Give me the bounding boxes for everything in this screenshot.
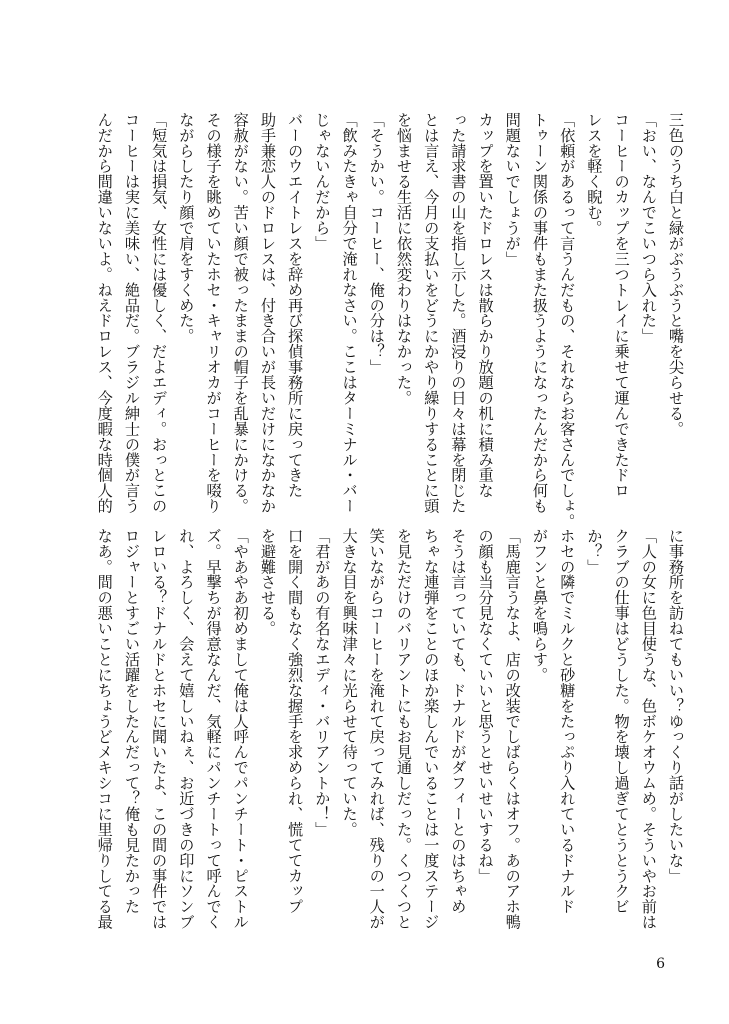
text-line: トゥーン関係の事件もまた扱うようになったんだから何も (530, 112, 549, 514)
text-line: か？」 (585, 528, 604, 575)
text-line: がフンと鼻を鳴らす。 (530, 528, 549, 683)
text-line: った請求書の山を指し示した。酒浸りの日々は幕を閉じた (449, 112, 468, 514)
text-line: を悩ませる生活に依然変わりはなかった。 (394, 112, 413, 406)
text-line: なあ。間の悪いことにちょうどメキシコに里帰りしてる最 (95, 528, 114, 930)
text-line: そうは言っていても、ドナルドがダフィーとのはちゃめ (449, 528, 468, 915)
text-line: 笑いながらコーヒーを淹れて戻ってみれば、残りの一人が (367, 528, 386, 930)
text-line: レスを軽く睨む。 (585, 112, 604, 236)
text-line: を見ただけのバリアントにもお見通しだった。くつくつと (394, 528, 413, 930)
text-line: 「人の女に色目使うな、色ボケオウムめ。そういやお前は (639, 528, 658, 930)
text-line: れ、よろしく、会えて嬉しいねぇ、お近づきの印にソンブ (177, 528, 196, 930)
lower-text-block (49, 528, 689, 948)
text-line: 「飲みたきゃ自分で淹れなさい。ここはターミナル・バー (340, 112, 359, 514)
text-line: 「短気は損気、女性には優しく、だよエディ。おっとこの (150, 112, 169, 514)
text-line: に事務所を訪ねてもいい？ゆっくり話がしたいな」 (667, 528, 685, 884)
text-line: 「依頼があるって言うんだもの、それならお客さんでしょ。 (558, 112, 577, 530)
text-line: 「馬鹿言うなよ、店の改装でしばらくはオフ。あのアホ鴨 (503, 528, 522, 930)
text-line: 「やあやあ初めまして俺は人呼んでパンチート・ピストル (231, 528, 250, 930)
text-line: ホセの隣でミルクと砂糖をたっぷり入れているドナルド (558, 528, 577, 915)
text-line: バーのウエイトレスを辞め再び探偵事務所に戻ってきた (286, 112, 305, 499)
upper-text-block (49, 112, 689, 530)
text-line: カップを置いたドロレスは散らかり放題の机に積み重な (476, 112, 495, 499)
text-line: 「そうかい。コーヒー、俺の分は？」 (367, 112, 386, 375)
text-line: コーヒーは実に美味い、絶品だ。ブラジル紳士の僕が言う (122, 112, 141, 514)
text-line: とは言え、今月の支払いをどうにかやり繰りすることに頭 (422, 112, 441, 514)
text-line: 容赦がない。苦い顔で被ったままの帽子を乱暴にかける。 (231, 112, 250, 514)
text-line: を避難させる。 (258, 528, 277, 637)
text-line: 「おい、なんでこいつら入れた」 (639, 112, 658, 344)
text-line: 問題ないでしょうが」 (503, 112, 522, 267)
text-line: レロいる？ドナルドとホセに聞いたよ、この間の事件では (150, 528, 169, 930)
text-line: 大きな目を興味津々に光らせて待っていた。 (340, 528, 359, 837)
text-line: 「君があの有名なエディ・バリアントか！」 (313, 528, 332, 837)
page-number: 6 (656, 956, 665, 972)
text-line: 三色のうち白と緑がぶうぶうと嘴を尖らせる。 (667, 112, 685, 437)
text-line: クラブの仕事はどうした。物を壊し過ぎてとうとうクビ (612, 528, 631, 915)
text-line: 助手兼恋人のドロレスは、付き合いが長いだけになかなか (258, 112, 277, 514)
text-line: んだから間違いないよ。ねえドロレス、今度暇な時個人的 (95, 112, 114, 514)
text-line: ロジャーとすごい活躍をしたんだって？俺も見たかった (122, 528, 141, 915)
text-line: ちゃな連弾をことのほか楽しんでいることは一度ステージ (422, 528, 441, 930)
text-line: コーヒーのカップを三つトレイに乗せて運んできたドロ (612, 112, 631, 499)
text-line: ズ。早撃ちが得意なんだ、気軽にパンチートって呼んでく (204, 528, 223, 930)
text-line: の顔も当分見なくていいと思うとせいせいするね」 (476, 528, 495, 884)
text-line: じゃないんだから」 (313, 112, 332, 252)
text-line: 口を開く間もなく強烈な握手を求められ、慌ててカップ (286, 528, 305, 915)
text-line: その様子を眺めていたホセ・キャリオカがコーヒーを啜り (204, 112, 223, 514)
text-line: ながらしたり顔で肩をすくめた。 (177, 112, 196, 344)
